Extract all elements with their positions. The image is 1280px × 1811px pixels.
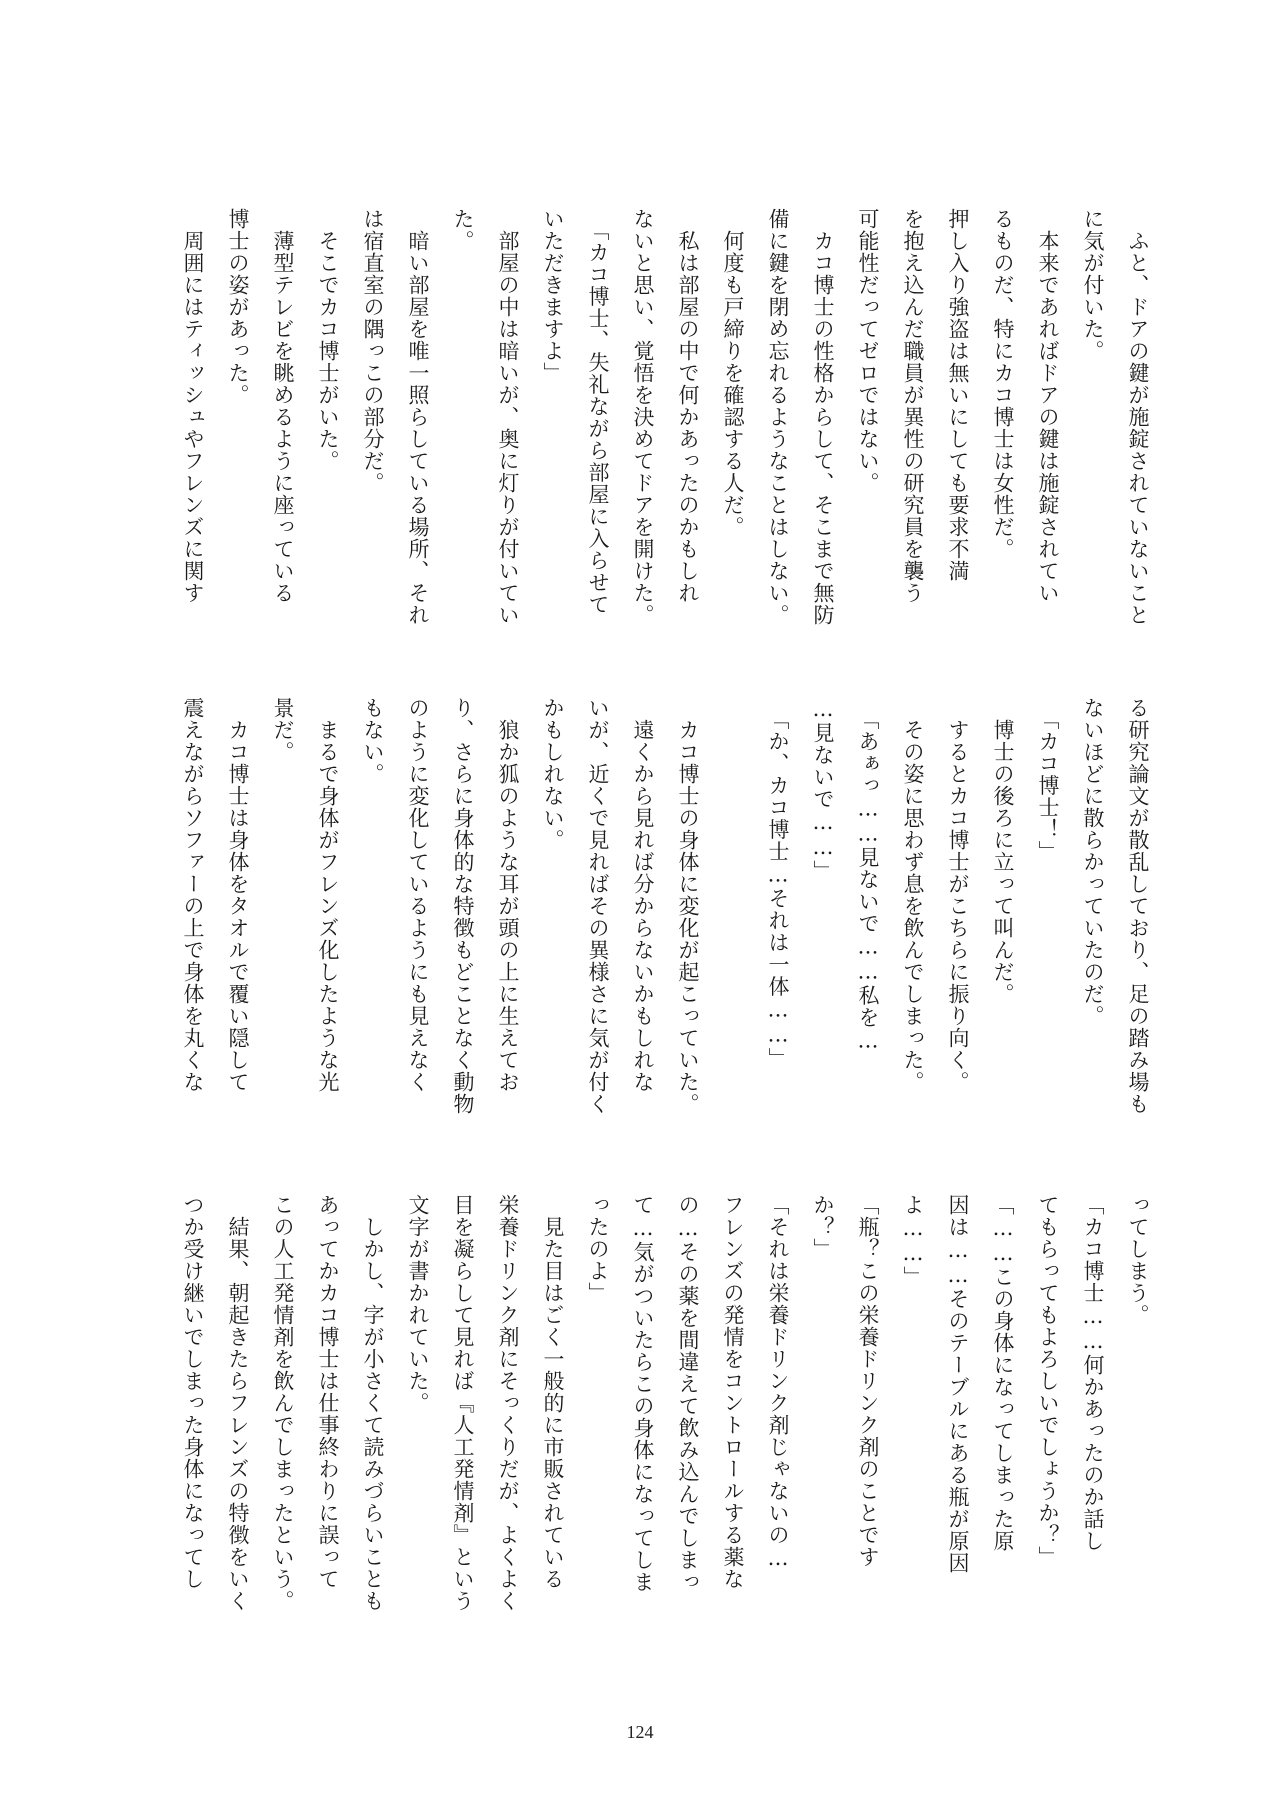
- text-column: まるで身体がフレンズ化したような光: [316, 697, 340, 1093]
- text-column: カコ博士の身体に変化が起こっていた。: [676, 697, 700, 1115]
- text-column: 「それは栄養ドリンク剤じゃないの…: [766, 1194, 790, 1571]
- text-column: るものだ、特にカコ博士は女性だ。: [991, 208, 1015, 560]
- text-column: に気が付いた。: [1081, 208, 1105, 362]
- text-column: 私は部屋の中で何かあったのかもしれ: [676, 208, 700, 604]
- text-column: しかし、字が小さくて読みづらいことも: [361, 1194, 385, 1612]
- text-column: ないほどに散らかっていたのだ。: [1081, 697, 1105, 1027]
- text-column: 本来であればドアの鍵は施錠されてい: [1036, 208, 1060, 604]
- text-column: かもしれない。: [541, 697, 565, 851]
- text-column: 「……この身体になってしまった原: [991, 1194, 1015, 1552]
- text-block-middle: [170, 697, 1160, 1147]
- text-column: 遠くから見れば分からないかもしれな: [631, 697, 655, 1093]
- text-column: 「か、カコ博士…それは一体……」: [766, 697, 790, 1070]
- text-column: 「瓶？この栄養ドリンク剤のことです: [856, 1194, 880, 1568]
- page-number: 124: [626, 1722, 654, 1742]
- text-column: 博士の後ろに立って叫んだ。: [991, 697, 1015, 1005]
- text-column: 備に鍵を閉め忘れるようなことはしない。: [766, 208, 790, 626]
- text-column: 「カコ博士……何かあったのか話し: [1081, 1194, 1105, 1552]
- text-column: のように変化しているようにも見えなく: [406, 697, 430, 1093]
- text-column: するとカコ博士がこちらに振り向く。: [946, 697, 970, 1093]
- text-block-lower: [170, 1194, 1160, 1644]
- text-column: 栄養ドリンク剤にそっくりだが、よくよく: [496, 1194, 520, 1612]
- text-column: 景だ。: [271, 697, 295, 763]
- text-column: る研究論文が散乱しており、足の踏み場も: [1126, 697, 1150, 1115]
- text-column: てもらってもよろしいでしょうか？」: [1036, 1194, 1060, 1568]
- text-column: は宿直室の隅っこの部分だ。: [361, 208, 385, 494]
- text-column: 「カコ博士！」: [1036, 697, 1060, 863]
- text-column: 見た目はごく一般的に市販されている: [541, 1194, 565, 1590]
- text-block-upper: [170, 208, 1160, 658]
- text-column: 結果、朝起きたらフレンズの特徴をいく: [226, 1194, 250, 1612]
- text-column: 博士の姿があった。: [226, 208, 250, 406]
- text-column: ふと、ドアの鍵が施錠されていないこと: [1126, 208, 1150, 626]
- text-column: 何度も戸締りを確認する人だ。: [721, 208, 745, 538]
- text-column: 震えながらソファーの上で身体を丸くな: [181, 697, 205, 1093]
- text-column: カコ博士は身体をタオルで覆い隠して: [226, 697, 250, 1093]
- text-column: 「あぁっ……見ないで……私を…: [856, 697, 880, 1054]
- text-column: ないと思い、覚悟を決めてドアを開けた。: [631, 208, 655, 626]
- text-column: フレンズの発情をコントロールする薬な: [721, 1194, 745, 1590]
- text-column: いただきますよ」: [541, 208, 565, 384]
- text-column: その姿に思わず息を飲んでしまった。: [901, 697, 925, 1093]
- text-column: 因は……そのテーブルにある瓶が原因: [946, 1194, 970, 1574]
- text-column: もない。: [361, 697, 385, 785]
- text-column: り、さらに身体的な特徴もどことなく動物: [451, 697, 475, 1115]
- text-column: 文字が書かれていた。: [406, 1194, 430, 1414]
- text-column: あってかカコ博士は仕事終わりに誤って: [316, 1194, 340, 1590]
- text-column: か？」: [811, 1194, 835, 1260]
- text-column: 押し入り強盗は無いにしても要求不満: [946, 208, 970, 582]
- text-column: て…気がついたらこの身体になってしま: [631, 1194, 655, 1593]
- text-column: 狼か狐のような耳が頭の上に生えてお: [496, 697, 520, 1093]
- text-column: この人工発情剤を飲んでしまったという。: [271, 1194, 295, 1612]
- text-column: …見ないで……」: [811, 697, 835, 882]
- text-column: 周囲にはティッシュやフレンズに関す: [181, 208, 205, 604]
- text-column: つか受け継いでしまった身体になってし: [181, 1194, 205, 1590]
- text-column: [710, 697, 755, 1147]
- text-column: 目を凝らして見れば『人工発情剤』という: [451, 1194, 475, 1612]
- text-column: を抱え込んだ職員が異性の研究員を襲う: [901, 208, 925, 604]
- text-column: よ……」: [901, 1194, 925, 1288]
- text-column: いが、近くで見ればその異様さに気が付く: [586, 697, 610, 1115]
- text-column: た。: [451, 208, 475, 252]
- text-column: 暗い部屋を唯一照らしている場所、それ: [406, 208, 430, 626]
- text-column: ってしまう。: [1126, 1194, 1150, 1326]
- text-column: 可能性だってゼロではない。: [856, 208, 880, 494]
- text-column: カコ博士の性格からして、そこまで無防: [811, 208, 835, 626]
- text-column: ったのよ」: [586, 1194, 610, 1304]
- text-column: 薄型テレビを眺めるように座っている: [271, 208, 295, 604]
- text-column: 「カコ博士、失礼ながら部屋に入らせて: [586, 208, 610, 616]
- text-column: の…その薬を間違えて飲み込んでしまっ: [676, 1194, 700, 1593]
- text-column: 部屋の中は暗いが、奥に灯りが付いてい: [496, 208, 520, 626]
- text-column: そこでカコ博士がいた。: [316, 208, 340, 472]
